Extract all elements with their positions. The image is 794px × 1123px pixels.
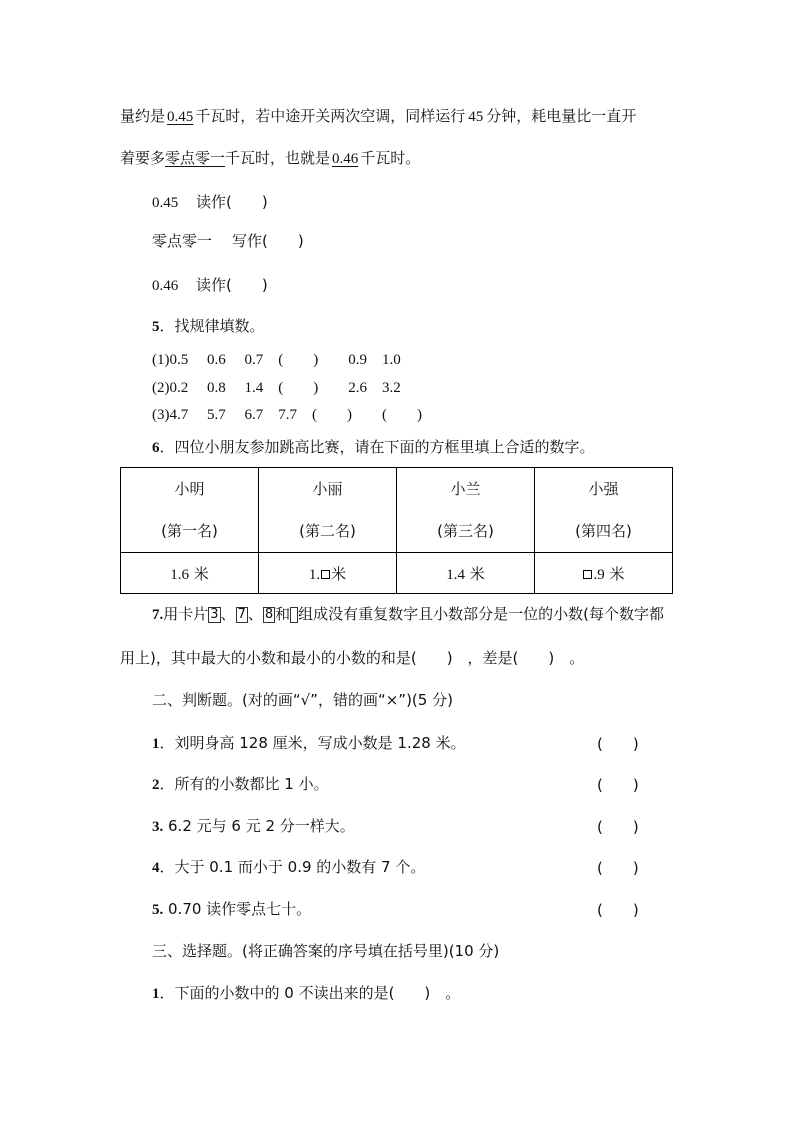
read-item-number: 0.46 — [152, 278, 179, 294]
answer-parenthesis[interactable]: ( ) — [597, 818, 639, 836]
judge-item — [152, 816, 355, 837]
table-cell — [259, 553, 397, 594]
choice-item — [152, 983, 460, 1004]
question-number: 5 — [152, 319, 160, 335]
item-text: 6.2 元与 6 元 2 分一样大。 — [163, 817, 355, 835]
read-item-text: 写作( ) — [232, 232, 304, 250]
judge-item — [152, 857, 425, 878]
underlined-answer: 零点零一 — [165, 149, 226, 167]
judge-item — [152, 899, 311, 920]
read-item — [152, 231, 304, 251]
answer-parenthesis[interactable]: ( ) — [597, 735, 639, 753]
item-number: 2 — [152, 777, 160, 793]
table-cell — [535, 468, 673, 553]
table-cell — [535, 553, 673, 594]
height-unit: 米 — [469, 564, 485, 583]
intro-text: 分钟，耗电量比一直开 — [486, 107, 637, 125]
table-cell — [121, 553, 259, 594]
intro-text: 千瓦时，若中途开关两次空调，同样运行 — [195, 107, 466, 125]
height-value: 1.4 — [446, 566, 465, 583]
blank-box[interactable] — [321, 570, 330, 579]
question-number: 7. — [152, 607, 164, 623]
table-cell — [397, 553, 535, 594]
child-rank: (第一名) — [161, 522, 218, 540]
read-item-text: 读作( ) — [196, 193, 268, 211]
answer-parenthesis[interactable]: ( ) — [597, 901, 639, 919]
question-5-title — [152, 316, 265, 337]
pattern-row: (1)0.5 0.6 0.7 ( ) 0.9 1.0 — [152, 352, 401, 368]
child-name: 小强 — [588, 480, 619, 498]
question-7-line-2: 用上)，其中最大的小数和最小的小数的和是( ) ，差是( ) 。 — [120, 649, 585, 667]
height-value: 1. — [308, 566, 321, 583]
intro-text: 千瓦时。 — [360, 149, 421, 167]
judge-item — [152, 774, 329, 795]
item-number: 3. — [152, 819, 164, 835]
ranking-table — [120, 467, 673, 594]
item-text: ．下面的小数中的 0 不读出来的是( ) 。 — [159, 984, 461, 1002]
blank-box[interactable] — [583, 570, 592, 579]
item-text: ．大于 0.1 而小于 0.9 的小数有 7 个。 — [159, 858, 426, 876]
question-7-line-1 — [152, 604, 664, 625]
read-item-text: 读作( ) — [196, 276, 268, 294]
read-item-number: 0.45 — [152, 195, 179, 211]
child-rank: (第四名) — [575, 522, 632, 540]
item-text: 0.70 读作零点七十。 — [163, 900, 312, 918]
question-text: 用卡片 — [163, 605, 209, 623]
item-text: ．所有的小数都比 1 小。 — [159, 775, 329, 793]
intro-number: 45 — [468, 109, 484, 125]
answer-parenthesis[interactable]: ( ) — [597, 776, 639, 794]
read-item — [152, 192, 268, 213]
underlined-answer: 0.46 — [332, 151, 359, 167]
pattern-row: (2)0.2 0.8 1.4 ( ) 2.6 3.2 — [152, 380, 401, 396]
height-unit: 米 — [193, 564, 209, 583]
read-item-number: 零点零一 — [152, 232, 213, 250]
question-number: 6 — [152, 440, 160, 456]
child-name: 小丽 — [312, 480, 343, 498]
child-rank: (第二名) — [299, 522, 356, 540]
number-card: 8 — [264, 606, 274, 622]
height-value: 1.6 — [170, 566, 189, 583]
height-value: .9 — [593, 566, 605, 583]
number-card — [290, 607, 298, 623]
table-row — [121, 468, 673, 553]
question-text: ．找规律填数。 — [159, 317, 265, 335]
table-cell — [259, 468, 397, 553]
section-3-title: 三、选择题。(将正确答案的序号填在括号里)(10 分) — [152, 942, 500, 960]
intro-line-1 — [120, 106, 636, 127]
table-cell — [397, 468, 535, 553]
pattern-row: (3)4.7 5.7 6.7 7.7 ( ) ( ) — [152, 407, 422, 423]
item-text: ．刘明身高 128 厘米，写成小数是 1.28 米。 — [159, 734, 466, 752]
separator: 、 — [247, 605, 263, 623]
intro-line-2 — [120, 148, 420, 169]
judge-item — [152, 733, 466, 754]
child-name: 小兰 — [450, 480, 481, 498]
item-number: 1 — [152, 736, 160, 752]
child-rank: (第三名) — [437, 522, 494, 540]
question-text: 和 — [275, 605, 291, 623]
question-text: 组成没有重复数字且小数部分是一位的小数(每个数字都 — [298, 605, 665, 623]
item-number: 1 — [152, 986, 160, 1002]
item-number: 5. — [152, 902, 164, 918]
question-text: ．四位小朋友参加跳高比赛，请在下面的方框里填上合适的数字。 — [159, 438, 595, 456]
separator: 、 — [220, 605, 236, 623]
answer-parenthesis[interactable]: ( ) — [597, 859, 639, 877]
item-number: 4 — [152, 860, 160, 876]
intro-text: 量约是 — [120, 107, 166, 125]
table-cell — [121, 468, 259, 553]
number-card: 3 — [210, 606, 219, 622]
section-2-title: 二、判断题。(对的画“√”，错的画“×”)(5 分) — [152, 691, 453, 709]
intro-text: 千瓦时，也就是 — [225, 149, 331, 167]
intro-text: 着要多 — [120, 149, 166, 167]
question-6-title — [152, 437, 595, 458]
number-card: 7 — [237, 606, 246, 622]
table-row — [121, 553, 673, 594]
child-name: 小明 — [174, 480, 205, 498]
height-unit: 米 — [331, 564, 347, 583]
height-unit: 米 — [609, 564, 625, 583]
read-item — [152, 275, 268, 296]
underlined-answer: 0.45 — [167, 109, 194, 125]
